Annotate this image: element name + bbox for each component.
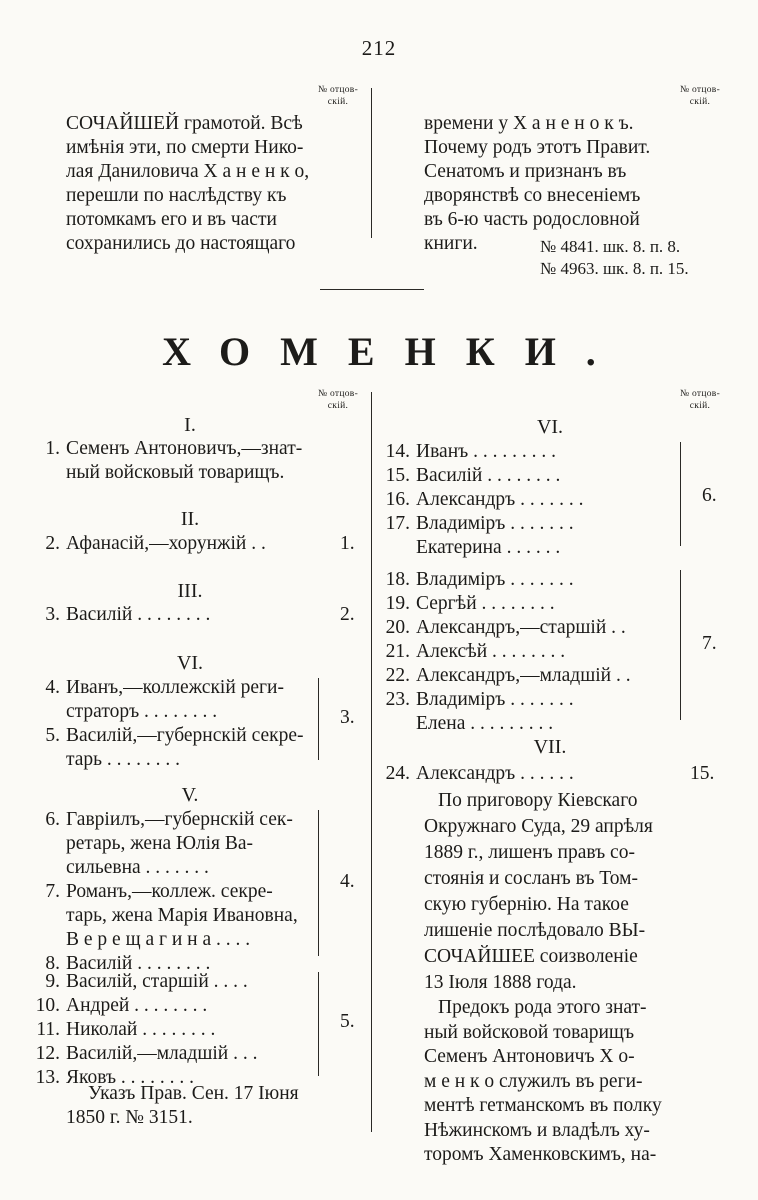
court-note: По приговору Кіевскаго Окружнаго Суда, 29 апрѣля 1889 г., лишенъ правъ со- стоянія и сосланъ въ Том- скую губернію. На такое лишеніе послѣдовало ВЫ- СОЧАЙШЕЕ соизволеніе 13 Іюля 1888 года. bbox=[424, 790, 653, 993]
genealogy-entry: 1. Семенъ Антоновичъ,—знат- ный войсковый товарищъ. bbox=[45, 438, 303, 483]
genealogy-group: 4. Иванъ,—коллежскій реги- страторъ . . . . . . . . 5. Василій,—губернскій секре- тарь . . . . . . . . bbox=[45, 677, 304, 770]
generation-heading: VII. bbox=[533, 736, 567, 758]
generation-heading: V. bbox=[181, 784, 199, 806]
genealogy-entry: 24. Александръ . . . . . . bbox=[385, 763, 574, 784]
group-brace bbox=[312, 972, 319, 1076]
page-number: 212 bbox=[361, 36, 397, 60]
father-column-label: № отцов- скій. bbox=[317, 389, 359, 411]
father-column-label: № отцов- скій. bbox=[679, 389, 721, 411]
father-number: 4. bbox=[340, 871, 355, 892]
section-divider bbox=[320, 289, 424, 290]
page-title: ХОМЕНКИ. bbox=[162, 329, 626, 374]
genealogy-group: 9. Василій, старшій . . . . 10. Андрей . . . . . . . . 11. Николай . . . . . . . . 12. Василій,—младшій . . . 13. Яковъ . . . . . . . . bbox=[35, 971, 258, 1088]
genealogy-group: 14. Иванъ . . . . . . . . . 15. Василій . . . . . . . . 16. Александръ . . . . . . . 17. Владиміръ . . . . . . . Екатерина . . . . . . bbox=[385, 441, 584, 558]
ancestor-note: Предокъ рода этого знат- ный войсковой товарищъ Семенъ Антоновичъ Х о- м е н к о служилъ въ реги- ментѣ гетманскомъ въ полку Нѣжинскомъ и владѣлъ ху- торомъ Хаменковскимъ, на- bbox=[424, 997, 662, 1165]
column-divider bbox=[371, 88, 372, 238]
group-brace bbox=[674, 570, 681, 720]
reference-list: № 4841. шк. 8. п. 8. № 4963. шк. 8. п. 15. bbox=[540, 237, 689, 278]
generation-heading: II. bbox=[180, 508, 200, 530]
group-brace bbox=[312, 810, 319, 956]
genealogy-entry: 3. Василій . . . . . . . . bbox=[45, 604, 211, 625]
genealogy-entry: 2. Афанасій,—хорунжій . . bbox=[45, 533, 266, 554]
top-left-text: СОЧАЙШЕЙ грамотой. Всѣ имѣнія эти, по смерти Нико- лая Даниловича Х а н е н к о, перешли по наслѣдству къ потомкамъ его и въ части сохранились до настоящаго bbox=[66, 113, 310, 254]
generation-heading: III. bbox=[177, 580, 203, 602]
father-column-label: № отцов- скій. bbox=[317, 85, 359, 107]
father-number: 3. bbox=[340, 707, 355, 728]
father-column-label: № отцов- скій. bbox=[679, 85, 721, 107]
father-number: 7. bbox=[702, 633, 717, 654]
genealogy-group: 18. Владиміръ . . . . . . . 19. Сергѣй . . . . . . . . 20. Александръ,—старшій . . 21. Алексѣй . . . . . . . . 22. Александръ,—младшій . . 23. Владиміръ . . . . . . . Елена . . . . . . . . . bbox=[385, 569, 631, 734]
ukaz-reference: Указъ Прав. Сен. 17 Іюня 1850 г. № 3151. bbox=[66, 1083, 299, 1128]
top-right-text: времени у Х а н е н о к ъ. Почему родъ этотъ Правит. Сенатомъ и признанъ въ дворянствѣ со внесеніемъ въ 6-ю часть родословной книги. bbox=[424, 113, 651, 254]
genealogy-group: 6. Гавріилъ,—губернскій сек- ретарь, жена Юлія Ва- сильевна . . . . . . . 7. Романъ,—коллеж. секре- тарь, жена Марія Ивановна, В е р е щ а г и н а . . . . 8. Василій . . . . . . . . bbox=[45, 809, 298, 974]
generation-heading: I. bbox=[184, 414, 196, 436]
father-number: 15. bbox=[690, 763, 715, 784]
father-number: 1. bbox=[340, 533, 355, 554]
column-divider bbox=[371, 392, 372, 1132]
father-number: 6. bbox=[702, 485, 717, 506]
group-brace bbox=[312, 678, 319, 760]
generation-heading: VI. bbox=[176, 652, 204, 674]
father-number: 5. bbox=[340, 1011, 355, 1032]
group-brace bbox=[674, 442, 681, 546]
generation-heading: VI. bbox=[536, 416, 564, 438]
father-number: 2. bbox=[340, 604, 355, 625]
